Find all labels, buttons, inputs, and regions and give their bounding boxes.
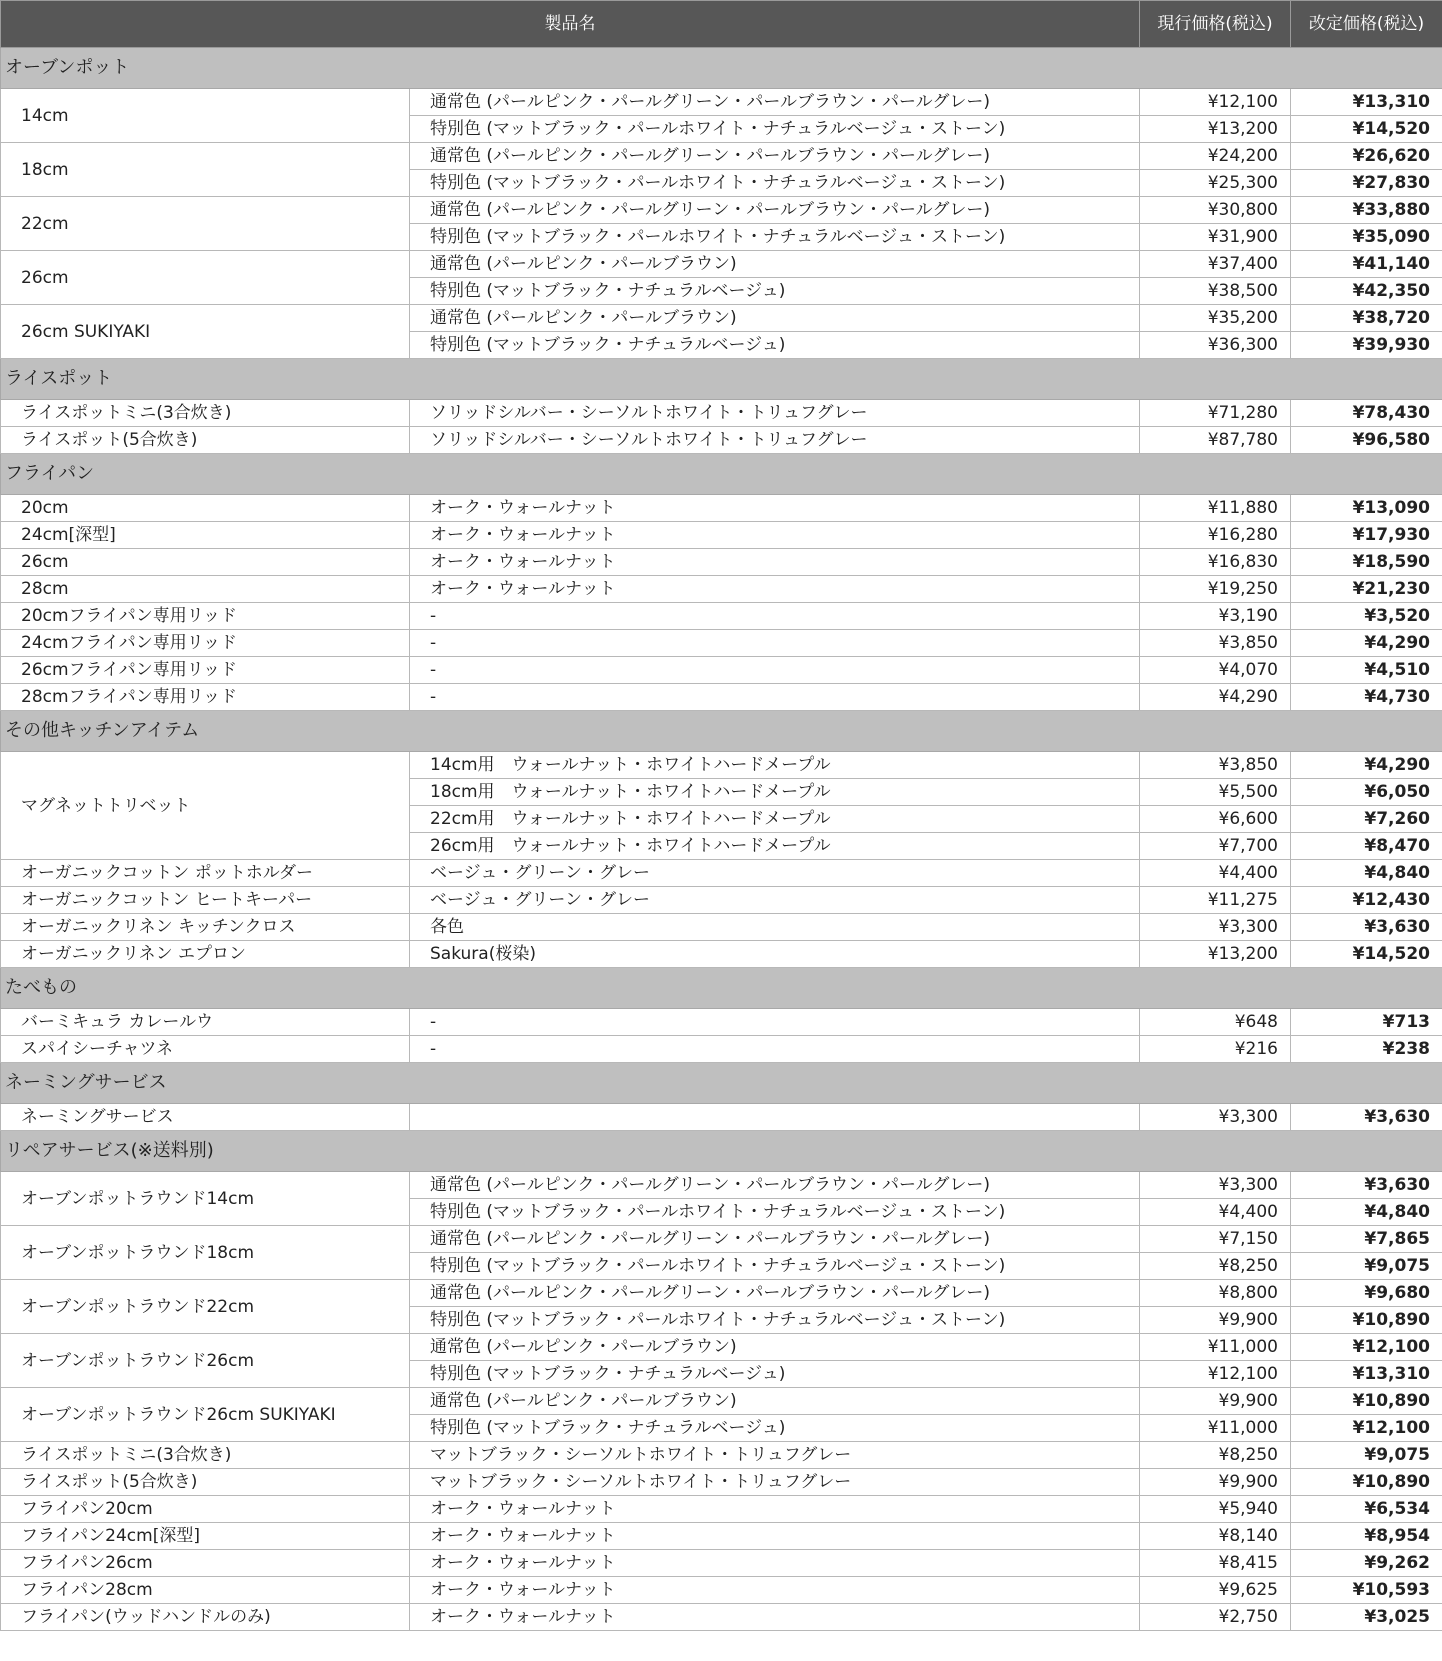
variant-cell: - <box>410 630 1140 657</box>
table-row <box>1 1604 1442 1631</box>
table-row <box>1 1036 1442 1063</box>
product-name-cell: ライスポットミニ(3合炊き) <box>1 1442 410 1469</box>
category-row <box>1 48 1442 89</box>
product-name-cell: 24cm[深型] <box>1 522 410 549</box>
current-price-cell: ¥3,300 <box>1140 1104 1291 1131</box>
current-price-cell: ¥9,900 <box>1140 1307 1291 1334</box>
new-price-cell: ¥12,100 <box>1291 1334 1442 1361</box>
product-name-cell: フライパン26cm <box>1 1550 410 1577</box>
variant-cell: 通常色 (パールピンク・パールグリーン・パールブラウン・パールグレー) <box>410 1226 1140 1253</box>
variant-cell <box>410 1104 1140 1131</box>
current-price-cell: ¥12,100 <box>1140 1361 1291 1388</box>
table-row <box>1 197 1442 224</box>
variant-cell: 特別色 (マットブラック・ナチュラルベージュ) <box>410 278 1140 305</box>
variant-cell: 特別色 (マットブラック・パールホワイト・ナチュラルベージュ・ストーン) <box>410 116 1140 143</box>
new-price-cell: ¥6,050 <box>1291 779 1442 806</box>
new-price-cell: ¥9,075 <box>1291 1442 1442 1469</box>
new-price-cell: ¥713 <box>1291 1009 1442 1036</box>
current-price-cell: ¥6,600 <box>1140 806 1291 833</box>
table-row <box>1 1550 1442 1577</box>
current-price-cell: ¥8,140 <box>1140 1523 1291 1550</box>
new-price-cell: ¥9,075 <box>1291 1253 1442 1280</box>
table-row <box>1 305 1442 332</box>
category-row <box>1 711 1442 752</box>
current-price-cell: ¥216 <box>1140 1036 1291 1063</box>
category-row <box>1 1063 1442 1104</box>
current-price-cell: ¥5,940 <box>1140 1496 1291 1523</box>
table-row <box>1 914 1442 941</box>
current-price-cell: ¥38,500 <box>1140 278 1291 305</box>
current-price-cell: ¥35,200 <box>1140 305 1291 332</box>
variant-cell: ベージュ・グリーン・グレー <box>410 860 1140 887</box>
variant-cell: 14cm用 ウォールナット・ホワイトハードメープル <box>410 752 1140 779</box>
variant-cell: オーク・ウォールナット <box>410 522 1140 549</box>
table-row <box>1 251 1442 278</box>
new-price-cell: ¥14,520 <box>1291 116 1442 143</box>
category-title: フライパン <box>1 454 1442 495</box>
header-product-name: 製品名 <box>1 1 1140 48</box>
product-name-cell: オーガニックコットン ヒートキーパー <box>1 887 410 914</box>
variant-cell: オーク・ウォールナット <box>410 1550 1140 1577</box>
new-price-cell: ¥4,510 <box>1291 657 1442 684</box>
table-row <box>1 576 1442 603</box>
current-price-cell: ¥3,850 <box>1140 630 1291 657</box>
current-price-cell: ¥648 <box>1140 1009 1291 1036</box>
new-price-cell: ¥4,290 <box>1291 752 1442 779</box>
variant-cell: オーク・ウォールナット <box>410 1523 1140 1550</box>
new-price-cell: ¥14,520 <box>1291 941 1442 968</box>
new-price-cell: ¥8,954 <box>1291 1523 1442 1550</box>
current-price-cell: ¥9,900 <box>1140 1469 1291 1496</box>
table-row <box>1 1469 1442 1496</box>
header-row <box>1 1 1442 48</box>
variant-cell: - <box>410 684 1140 711</box>
variant-cell: ソリッドシルバー・シーソルトホワイト・トリュフグレー <box>410 427 1140 454</box>
variant-cell: 特別色 (マットブラック・ナチュラルベージュ) <box>410 332 1140 359</box>
current-price-cell: ¥11,880 <box>1140 495 1291 522</box>
category-row <box>1 968 1442 1009</box>
variant-cell: 特別色 (マットブラック・パールホワイト・ナチュラルベージュ・ストーン) <box>410 1253 1140 1280</box>
new-price-cell: ¥21,230 <box>1291 576 1442 603</box>
new-price-cell: ¥12,100 <box>1291 1415 1442 1442</box>
table-row <box>1 427 1442 454</box>
current-price-cell: ¥4,290 <box>1140 684 1291 711</box>
variant-cell: オーク・ウォールナット <box>410 549 1140 576</box>
table-row <box>1 1334 1442 1361</box>
variant-cell: - <box>410 1009 1140 1036</box>
variant-cell: 通常色 (パールピンク・パールグリーン・パールブラウン・パールグレー) <box>410 1172 1140 1199</box>
current-price-cell: ¥71,280 <box>1140 400 1291 427</box>
new-price-cell: ¥10,890 <box>1291 1307 1442 1334</box>
current-price-cell: ¥13,200 <box>1140 941 1291 968</box>
variant-cell: - <box>410 657 1140 684</box>
product-name-cell: オーブンポットラウンド22cm <box>1 1280 410 1334</box>
product-name-cell: フライパン28cm <box>1 1577 410 1604</box>
product-name-cell: 22cm <box>1 197 410 251</box>
variant-cell: - <box>410 603 1140 630</box>
current-price-cell: ¥25,300 <box>1140 170 1291 197</box>
new-price-cell: ¥4,840 <box>1291 860 1442 887</box>
variant-cell: 特別色 (マットブラック・パールホワイト・ナチュラルベージュ・ストーン) <box>410 1199 1140 1226</box>
header-current-price: 現行価格(税込) <box>1140 1 1291 48</box>
category-title: その他キッチンアイテム <box>1 711 1442 752</box>
product-name-cell: ネーミングサービス <box>1 1104 410 1131</box>
product-name-cell: オーガニックコットン ポットホルダー <box>1 860 410 887</box>
current-price-cell: ¥16,280 <box>1140 522 1291 549</box>
product-name-cell: マグネットトリベット <box>1 752 410 860</box>
new-price-cell: ¥7,260 <box>1291 806 1442 833</box>
table-row <box>1 1172 1442 1199</box>
product-name-cell: オーブンポットラウンド14cm <box>1 1172 410 1226</box>
new-price-cell: ¥8,470 <box>1291 833 1442 860</box>
variant-cell: 通常色 (パールピンク・パールブラウン) <box>410 305 1140 332</box>
product-name-cell: 26cm <box>1 251 410 305</box>
header-new-price: 改定価格(税込) <box>1291 1 1442 48</box>
variant-cell: 22cm用 ウォールナット・ホワイトハードメープル <box>410 806 1140 833</box>
current-price-cell: ¥7,700 <box>1140 833 1291 860</box>
variant-cell: 各色 <box>410 914 1140 941</box>
category-row <box>1 359 1442 400</box>
product-name-cell: オーブンポットラウンド26cm <box>1 1334 410 1388</box>
category-title: オーブンポット <box>1 48 1442 89</box>
table-row <box>1 495 1442 522</box>
product-name-cell: 18cm <box>1 143 410 197</box>
new-price-cell: ¥4,290 <box>1291 630 1442 657</box>
current-price-cell: ¥2,750 <box>1140 1604 1291 1631</box>
table-row <box>1 1523 1442 1550</box>
product-name-cell: ライスポット(5合炊き) <box>1 1469 410 1496</box>
current-price-cell: ¥3,300 <box>1140 914 1291 941</box>
variant-cell: マットブラック・シーソルトホワイト・トリュフグレー <box>410 1469 1140 1496</box>
current-price-cell: ¥19,250 <box>1140 576 1291 603</box>
new-price-cell: ¥3,025 <box>1291 1604 1442 1631</box>
current-price-cell: ¥24,200 <box>1140 143 1291 170</box>
new-price-cell: ¥33,880 <box>1291 197 1442 224</box>
current-price-cell: ¥31,900 <box>1140 224 1291 251</box>
new-price-cell: ¥3,630 <box>1291 1104 1442 1131</box>
table-row <box>1 941 1442 968</box>
table-row <box>1 752 1442 779</box>
variant-cell: - <box>410 1036 1140 1063</box>
current-price-cell: ¥5,500 <box>1140 779 1291 806</box>
table-row <box>1 887 1442 914</box>
new-price-cell: ¥35,090 <box>1291 224 1442 251</box>
variant-cell: 通常色 (パールピンク・パールブラウン) <box>410 1334 1140 1361</box>
product-name-cell: ライスポット(5合炊き) <box>1 427 410 454</box>
variant-cell: 通常色 (パールピンク・パールグリーン・パールブラウン・パールグレー) <box>410 1280 1140 1307</box>
product-name-cell: 24cmフライパン専用リッド <box>1 630 410 657</box>
new-price-cell: ¥3,630 <box>1291 1172 1442 1199</box>
table-row <box>1 89 1442 116</box>
product-name-cell: 14cm <box>1 89 410 143</box>
variant-cell: ベージュ・グリーン・グレー <box>410 887 1140 914</box>
product-name-cell: 26cm <box>1 549 410 576</box>
variant-cell: 26cm用 ウォールナット・ホワイトハードメープル <box>410 833 1140 860</box>
variant-cell: オーク・ウォールナット <box>410 1577 1140 1604</box>
new-price-cell: ¥10,890 <box>1291 1388 1442 1415</box>
category-row <box>1 1131 1442 1172</box>
new-price-cell: ¥3,520 <box>1291 603 1442 630</box>
category-title: ネーミングサービス <box>1 1063 1442 1104</box>
current-price-cell: ¥30,800 <box>1140 197 1291 224</box>
new-price-cell: ¥17,930 <box>1291 522 1442 549</box>
current-price-cell: ¥87,780 <box>1140 427 1291 454</box>
product-name-cell: フライパン24cm[深型] <box>1 1523 410 1550</box>
table-row <box>1 1496 1442 1523</box>
current-price-cell: ¥11,000 <box>1140 1415 1291 1442</box>
variant-cell: オーク・ウォールナット <box>410 1604 1140 1631</box>
new-price-cell: ¥13,310 <box>1291 89 1442 116</box>
current-price-cell: ¥16,830 <box>1140 549 1291 576</box>
new-price-cell: ¥10,593 <box>1291 1577 1442 1604</box>
product-name-cell: スパイシーチャツネ <box>1 1036 410 1063</box>
product-name-cell: 20cm <box>1 495 410 522</box>
product-name-cell: ライスポットミニ(3合炊き) <box>1 400 410 427</box>
current-price-cell: ¥37,400 <box>1140 251 1291 278</box>
table-row <box>1 684 1442 711</box>
new-price-cell: ¥42,350 <box>1291 278 1442 305</box>
current-price-cell: ¥8,250 <box>1140 1253 1291 1280</box>
new-price-cell: ¥78,430 <box>1291 400 1442 427</box>
product-name-cell: バーミキュラ カレールウ <box>1 1009 410 1036</box>
new-price-cell: ¥18,590 <box>1291 549 1442 576</box>
variant-cell: 通常色 (パールピンク・パールブラウン) <box>410 1388 1140 1415</box>
table-row <box>1 1104 1442 1131</box>
variant-cell: 通常色 (パールピンク・パールグリーン・パールブラウン・パールグレー) <box>410 197 1140 224</box>
table-row <box>1 860 1442 887</box>
new-price-cell: ¥26,620 <box>1291 143 1442 170</box>
table-row <box>1 549 1442 576</box>
new-price-cell: ¥4,730 <box>1291 684 1442 711</box>
variant-cell: Sakura(桜染) <box>410 941 1140 968</box>
new-price-cell: ¥10,890 <box>1291 1469 1442 1496</box>
product-name-cell: 26cm SUKIYAKI <box>1 305 410 359</box>
table-row <box>1 603 1442 630</box>
new-price-cell: ¥6,534 <box>1291 1496 1442 1523</box>
new-price-cell: ¥12,430 <box>1291 887 1442 914</box>
new-price-cell: ¥41,140 <box>1291 251 1442 278</box>
table-body <box>1 48 1442 1631</box>
current-price-cell: ¥7,150 <box>1140 1226 1291 1253</box>
new-price-cell: ¥7,865 <box>1291 1226 1442 1253</box>
variant-cell: オーク・ウォールナット <box>410 1496 1140 1523</box>
variant-cell: 特別色 (マットブラック・パールホワイト・ナチュラルベージュ・ストーン) <box>410 1307 1140 1334</box>
new-price-cell: ¥39,930 <box>1291 332 1442 359</box>
product-name-cell: オーガニックリネン キッチンクロス <box>1 914 410 941</box>
current-price-cell: ¥4,400 <box>1140 1199 1291 1226</box>
current-price-cell: ¥8,250 <box>1140 1442 1291 1469</box>
table-row <box>1 522 1442 549</box>
table-row <box>1 1388 1442 1415</box>
product-name-cell: フライパン20cm <box>1 1496 410 1523</box>
variant-cell: 18cm用 ウォールナット・ホワイトハードメープル <box>410 779 1140 806</box>
product-name-cell: フライパン(ウッドハンドルのみ) <box>1 1604 410 1631</box>
table-row <box>1 143 1442 170</box>
product-name-cell: 28cm <box>1 576 410 603</box>
current-price-cell: ¥9,625 <box>1140 1577 1291 1604</box>
current-price-cell: ¥11,000 <box>1140 1334 1291 1361</box>
category-row <box>1 454 1442 495</box>
new-price-cell: ¥4,840 <box>1291 1199 1442 1226</box>
new-price-cell: ¥13,090 <box>1291 495 1442 522</box>
variant-cell: マットブラック・シーソルトホワイト・トリュフグレー <box>410 1442 1140 1469</box>
new-price-cell: ¥27,830 <box>1291 170 1442 197</box>
table-row <box>1 1009 1442 1036</box>
new-price-cell: ¥9,680 <box>1291 1280 1442 1307</box>
current-price-cell: ¥3,300 <box>1140 1172 1291 1199</box>
table-row <box>1 630 1442 657</box>
variant-cell: 特別色 (マットブラック・ナチュラルベージュ) <box>410 1361 1140 1388</box>
new-price-cell: ¥13,310 <box>1291 1361 1442 1388</box>
variant-cell: 通常色 (パールピンク・パールグリーン・パールブラウン・パールグレー) <box>410 89 1140 116</box>
category-title: リペアサービス(※送料別) <box>1 1131 1442 1172</box>
current-price-cell: ¥3,850 <box>1140 752 1291 779</box>
variant-cell: オーク・ウォールナット <box>410 495 1140 522</box>
product-name-cell: 28cmフライパン専用リッド <box>1 684 410 711</box>
current-price-cell: ¥12,100 <box>1140 89 1291 116</box>
current-price-cell: ¥8,415 <box>1140 1550 1291 1577</box>
table-row <box>1 1226 1442 1253</box>
current-price-cell: ¥4,070 <box>1140 657 1291 684</box>
variant-cell: ソリッドシルバー・シーソルトホワイト・トリュフグレー <box>410 400 1140 427</box>
variant-cell: 特別色 (マットブラック・ナチュラルベージュ) <box>410 1415 1140 1442</box>
table-row <box>1 1577 1442 1604</box>
current-price-cell: ¥13,200 <box>1140 116 1291 143</box>
table-row <box>1 1280 1442 1307</box>
product-name-cell: 26cmフライパン専用リッド <box>1 657 410 684</box>
current-price-cell: ¥3,190 <box>1140 603 1291 630</box>
new-price-cell: ¥3,630 <box>1291 914 1442 941</box>
new-price-cell: ¥38,720 <box>1291 305 1442 332</box>
product-name-cell: オーガニックリネン エプロン <box>1 941 410 968</box>
variant-cell: 通常色 (パールピンク・パールグリーン・パールブラウン・パールグレー) <box>410 143 1140 170</box>
current-price-cell: ¥8,800 <box>1140 1280 1291 1307</box>
current-price-cell: ¥9,900 <box>1140 1388 1291 1415</box>
new-price-cell: ¥238 <box>1291 1036 1442 1063</box>
current-price-cell: ¥4,400 <box>1140 860 1291 887</box>
variant-cell: オーク・ウォールナット <box>410 576 1140 603</box>
category-title: たべもの <box>1 968 1442 1009</box>
table-row <box>1 657 1442 684</box>
table-row <box>1 1442 1442 1469</box>
variant-cell: 通常色 (パールピンク・パールブラウン) <box>410 251 1140 278</box>
variant-cell: 特別色 (マットブラック・パールホワイト・ナチュラルベージュ・ストーン) <box>410 224 1140 251</box>
table-row <box>1 400 1442 427</box>
variant-cell: 特別色 (マットブラック・パールホワイト・ナチュラルベージュ・ストーン) <box>410 170 1140 197</box>
table-header <box>1 1 1442 48</box>
product-name-cell: オーブンポットラウンド18cm <box>1 1226 410 1280</box>
new-price-cell: ¥9,262 <box>1291 1550 1442 1577</box>
product-name-cell: 20cmフライパン専用リッド <box>1 603 410 630</box>
new-price-cell: ¥96,580 <box>1291 427 1442 454</box>
current-price-cell: ¥11,275 <box>1140 887 1291 914</box>
category-title: ライスポット <box>1 359 1442 400</box>
current-price-cell: ¥36,300 <box>1140 332 1291 359</box>
product-name-cell: オーブンポットラウンド26cm SUKIYAKI <box>1 1388 410 1442</box>
